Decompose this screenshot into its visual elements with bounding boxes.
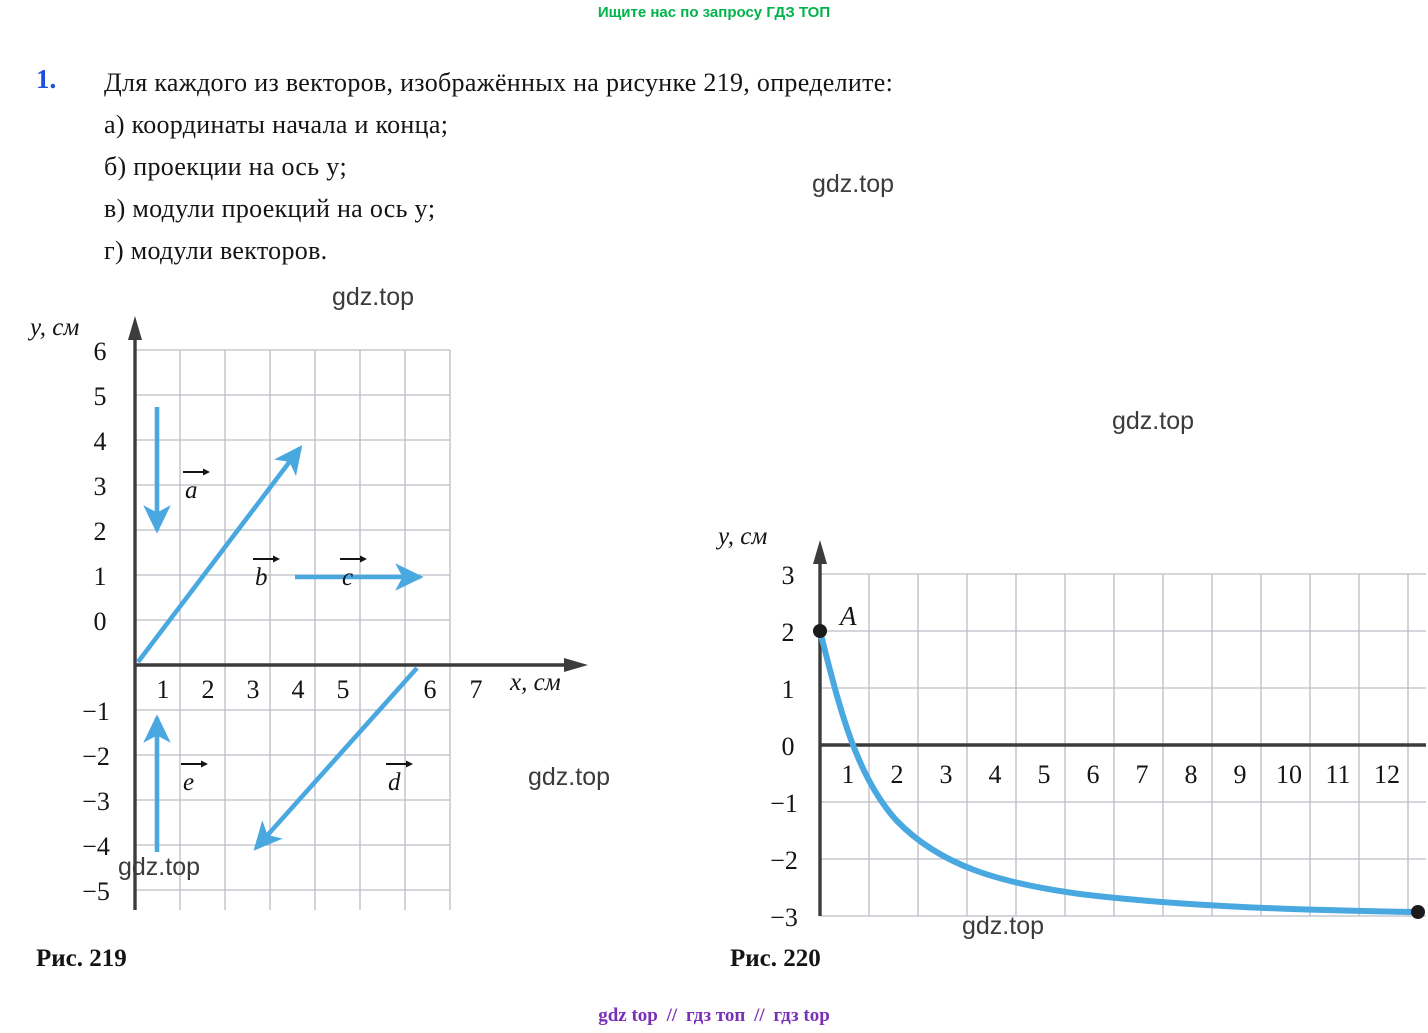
curve-end-marker — [1411, 905, 1425, 919]
figure-219-ytick-3: 3 — [93, 472, 107, 501]
bottom-banner-right: гдз top — [773, 1005, 830, 1026]
vector-label-a: a — [185, 477, 198, 504]
watermark-5: gdz.top — [118, 853, 201, 881]
figure-220-ytick-m3: −3 — [770, 903, 798, 932]
figure-220-xtick-1: 1 — [841, 760, 855, 789]
watermark-2: gdz.top — [332, 283, 415, 311]
figure-219-ytick-1: 1 — [93, 562, 107, 591]
point-a-marker — [813, 624, 827, 638]
figure-219-x-axis-label: x, см — [510, 669, 561, 696]
bottom-banner-sep-2: // — [754, 1005, 765, 1026]
figure-219-ytick-4: 4 — [93, 427, 107, 456]
figure-219-ytick-m1: −1 — [82, 697, 110, 726]
figure-219-xtick-7: 7 — [469, 675, 483, 704]
figure-220-xtick-5: 5 — [1037, 760, 1051, 789]
task-line-2: б) проекции на ось y; — [104, 152, 348, 181]
figure-219-xtick-4: 4 — [291, 675, 305, 704]
figure-220-ytick-0: 0 — [781, 732, 795, 761]
watermark-3: gdz.top — [1112, 407, 1195, 435]
figure-219-ytick-6: 6 — [93, 337, 107, 366]
figure-220-xtick-8: 8 — [1184, 760, 1198, 789]
figure-219-ytick-m2: −2 — [82, 742, 110, 771]
bottom-banner-mid: гдз топ — [685, 1005, 746, 1026]
figure-219-ytick-2: 2 — [93, 517, 107, 546]
figure-220-xtick-10: 10 — [1276, 760, 1302, 789]
figure-220-caption: Рис. 220 — [730, 945, 821, 972]
vector-b — [138, 448, 300, 662]
figure-220-ytick-3: 3 — [781, 561, 795, 590]
figure-219-svg — [0, 300, 660, 940]
figure-219-xtick-2: 2 — [201, 675, 215, 704]
figure-220-xtick-4: 4 — [988, 760, 1002, 789]
watermark-6: gdz.top — [962, 912, 1045, 940]
watermark-4: gdz.top — [528, 763, 611, 791]
figure-220-xtick-3: 3 — [939, 760, 953, 789]
vector-label-d: d — [388, 769, 401, 796]
task-number: 1. — [36, 64, 57, 94]
vector-label-b: b — [255, 564, 268, 591]
figure-219 — [0, 300, 660, 940]
figure-220-ytick-m2: −2 — [770, 846, 798, 875]
point-a-label: A — [840, 601, 857, 631]
figure-220-xtick-2: 2 — [890, 760, 904, 789]
figure-220-ytick-m1: −1 — [770, 789, 798, 818]
figure-219-caption: Рис. 219 — [36, 945, 127, 972]
vector-labels — [181, 469, 413, 797]
figure-219-y-axis-label: y, см — [30, 314, 80, 341]
vector-label-c: c — [342, 564, 354, 591]
figure-220-xtick-6: 6 — [1086, 760, 1100, 789]
task-line-0: Для каждого из векторов, изображённых на рисунке 219, определите: — [104, 68, 894, 97]
figure-220-xtick-7: 7 — [1135, 760, 1149, 789]
vector-label-e: e — [183, 769, 195, 796]
figure-219-xtick-3: 3 — [246, 675, 260, 704]
axes — [128, 316, 588, 910]
figure-219-xtick-5: 5 — [336, 675, 350, 704]
figure-219-ytick-m3: −3 — [82, 787, 110, 816]
figure-219-xtick-1: 1 — [156, 675, 170, 704]
figure-220-xtick-11: 11 — [1325, 760, 1351, 789]
watermark-1: gdz.top — [812, 170, 895, 198]
task-text-block — [104, 62, 1424, 272]
top-promo-banner: Ищите нас по запросу ГДЗ ТОП — [597, 4, 831, 21]
bottom-banner-left: gdz top — [598, 1005, 658, 1026]
figure-220-xtick-9: 9 — [1233, 760, 1247, 789]
task-line-4: г) модули векторов. — [104, 236, 328, 265]
figure-220-ytick-2: 2 — [781, 618, 795, 647]
figure-219-xtick-6: 6 — [423, 675, 437, 704]
task-line-3: в) модули проекций на ось y; — [104, 194, 436, 223]
figure-220-xtick-12: 12 — [1374, 760, 1400, 789]
figure-220-ytick-1: 1 — [781, 675, 795, 704]
figure-219-ytick-m5: −5 — [82, 877, 110, 906]
figure-219-ytick-0: 0 — [93, 607, 107, 636]
figure-220-y-axis-label: y, см — [718, 523, 768, 550]
bottom-promo-banner — [0, 1003, 1428, 1029]
grid-lines — [135, 350, 450, 910]
figure-219-ytick-m4: −4 — [82, 832, 110, 861]
task-line-1: а) координаты начала и конца; — [104, 110, 449, 139]
bottom-banner-sep-1: // — [666, 1005, 678, 1026]
figure-219-ytick-5: 5 — [93, 382, 107, 411]
